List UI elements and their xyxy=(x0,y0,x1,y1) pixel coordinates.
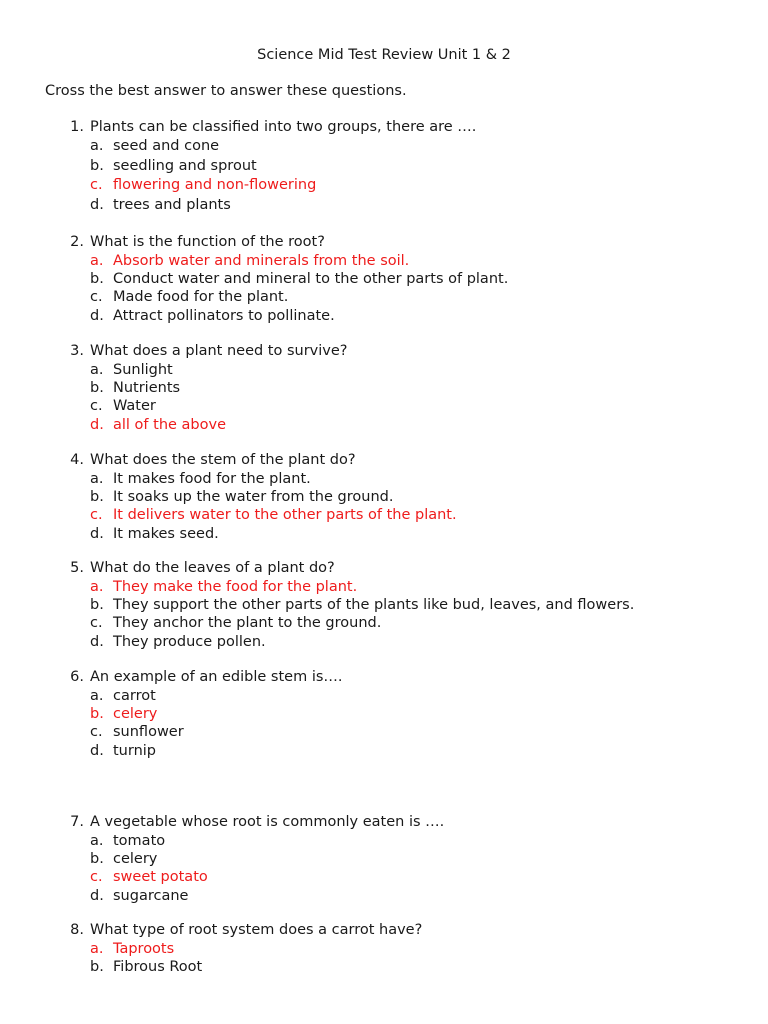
option-letter: b. xyxy=(90,380,104,397)
option-text: flowering and non-flowering xyxy=(113,177,317,194)
option-letter: c. xyxy=(90,177,103,194)
answer-option[interactable] xyxy=(0,252,740,270)
answer-option[interactable] xyxy=(0,958,740,976)
question-stem xyxy=(0,451,740,470)
option-text: Nutrients xyxy=(113,380,181,397)
question-number: 1. xyxy=(70,119,84,135)
option-letter: b. xyxy=(90,489,104,506)
option-letter: d. xyxy=(90,307,104,324)
option-text: celery xyxy=(113,851,158,868)
question-number: 7. xyxy=(70,814,84,830)
answer-option[interactable] xyxy=(0,578,740,596)
option-letter: c. xyxy=(90,398,103,415)
option-text: They support the other parts of the plants like bud, leaves, and flowers. xyxy=(113,597,635,614)
option-letter: b. xyxy=(90,157,104,174)
question-text: Plants can be classified into two groups, there are …. xyxy=(90,119,477,135)
option-text: sunflower xyxy=(113,724,184,741)
option-text: Sunlight xyxy=(113,362,173,378)
option-text: turnip xyxy=(113,742,157,759)
answer-option[interactable] xyxy=(0,850,740,868)
question-stem xyxy=(0,813,740,832)
option-text: It makes seed. xyxy=(113,525,219,542)
question-stem xyxy=(0,668,740,687)
option-text: Taproots xyxy=(113,941,175,957)
option-text: celery xyxy=(113,706,158,723)
option-text: Made food for the plant. xyxy=(113,289,289,306)
question-stem xyxy=(0,921,740,940)
option-letter: d. xyxy=(90,196,104,213)
option-text: sugarcane xyxy=(113,887,189,904)
answer-option[interactable] xyxy=(0,687,740,705)
option-letter: b. xyxy=(90,706,104,723)
answer-option[interactable] xyxy=(0,379,740,397)
question-8 xyxy=(0,921,740,976)
answer-option[interactable] xyxy=(0,633,740,651)
answer-option[interactable] xyxy=(0,416,740,434)
option-letter: a. xyxy=(90,138,104,154)
option-text: It soaks up the water from the ground. xyxy=(113,489,394,506)
option-text: seedling and sprout xyxy=(113,157,257,174)
option-letter: a. xyxy=(90,833,104,849)
answer-option[interactable] xyxy=(0,596,740,614)
question-number: 6. xyxy=(70,669,84,685)
option-letter: d. xyxy=(90,525,104,542)
answer-option[interactable] xyxy=(0,196,740,216)
option-text: They anchor the plant to the ground. xyxy=(113,615,382,632)
answer-option[interactable] xyxy=(0,940,740,958)
option-text: tomato xyxy=(113,833,166,849)
option-text: all of the above xyxy=(113,416,227,433)
page-title: Science Mid Test Review Unit 1 & 2 xyxy=(257,47,511,63)
question-1 xyxy=(0,117,740,215)
answer-option[interactable] xyxy=(0,887,740,905)
option-text: carrot xyxy=(113,688,156,704)
option-letter: d. xyxy=(90,633,104,650)
question-2 xyxy=(0,233,740,325)
option-letter: a. xyxy=(90,688,104,704)
option-text: They make the food for the plant. xyxy=(113,579,358,595)
answer-option[interactable] xyxy=(0,270,740,288)
option-letter: a. xyxy=(90,471,104,487)
question-number: 5. xyxy=(70,560,84,576)
question-text: An example of an edible stem is…. xyxy=(90,669,343,685)
option-letter: a. xyxy=(90,579,104,595)
question-number: 3. xyxy=(70,343,84,359)
question-stem xyxy=(0,233,740,252)
answer-option[interactable] xyxy=(0,288,740,306)
answer-option[interactable] xyxy=(0,176,740,196)
answer-option[interactable] xyxy=(0,506,740,524)
option-letter: d. xyxy=(90,887,104,904)
question-stem xyxy=(0,342,740,361)
question-3 xyxy=(0,342,740,434)
option-text: Conduct water and mineral to the other parts of plant. xyxy=(113,271,509,288)
option-letter: a. xyxy=(90,941,104,957)
question-stem xyxy=(0,117,740,137)
answer-option[interactable] xyxy=(0,488,740,506)
option-text: It delivers water to the other parts of the plant. xyxy=(113,507,457,524)
option-letter: c. xyxy=(90,869,103,886)
option-letter: b. xyxy=(90,597,104,614)
answer-option[interactable] xyxy=(0,470,740,488)
option-letter: d. xyxy=(90,416,104,433)
option-letter: a. xyxy=(90,253,104,269)
option-text: sweet potato xyxy=(113,869,208,886)
option-text: Water xyxy=(113,398,156,415)
option-letter: b. xyxy=(90,851,104,868)
answer-option[interactable] xyxy=(0,832,740,850)
question-7 xyxy=(0,813,740,905)
option-text: Attract pollinators to pollinate. xyxy=(113,307,335,324)
option-text: Fibrous Root xyxy=(113,959,203,976)
option-letter: b. xyxy=(90,959,104,976)
answer-option[interactable] xyxy=(0,742,740,760)
question-stem xyxy=(0,559,740,578)
question-4 xyxy=(0,451,740,543)
option-text: trees and plants xyxy=(113,196,231,213)
option-letter: c. xyxy=(90,289,103,306)
answer-option[interactable] xyxy=(0,614,740,632)
instructions: Cross the best answer to answer these questions. xyxy=(45,83,407,99)
option-text: It makes food for the plant. xyxy=(113,471,311,487)
question-number: 8. xyxy=(70,922,84,938)
question-text: What does the stem of the plant do? xyxy=(90,452,356,468)
option-text: They produce pollen. xyxy=(113,633,266,650)
answer-option[interactable] xyxy=(0,397,740,415)
answer-option[interactable] xyxy=(0,307,740,325)
option-letter: c. xyxy=(90,615,103,632)
answer-option[interactable] xyxy=(0,868,740,886)
question-number: 4. xyxy=(70,452,84,468)
answer-option[interactable] xyxy=(0,157,740,177)
question-text: What do the leaves of a plant do? xyxy=(90,560,335,576)
question-text: What type of root system does a carrot have? xyxy=(90,922,423,938)
option-text: Absorb water and minerals from the soil. xyxy=(113,253,410,269)
option-letter: a. xyxy=(90,362,104,378)
option-text: seed and cone xyxy=(113,138,220,154)
question-5 xyxy=(0,559,740,651)
question-text: What is the function of the root? xyxy=(90,234,325,250)
option-letter: d. xyxy=(90,742,104,759)
answer-option[interactable] xyxy=(0,525,740,543)
option-letter: b. xyxy=(90,271,104,288)
question-6 xyxy=(0,668,740,760)
question-number: 2. xyxy=(70,234,84,250)
answer-option[interactable] xyxy=(0,705,740,723)
answer-option[interactable] xyxy=(0,137,740,157)
option-letter: c. xyxy=(90,724,103,741)
answer-option[interactable] xyxy=(0,361,740,379)
question-text: What does a plant need to survive? xyxy=(90,343,348,359)
option-letter: c. xyxy=(90,507,103,524)
answer-option[interactable] xyxy=(0,723,740,741)
question-text: A vegetable whose root is commonly eaten is …. xyxy=(90,814,445,830)
